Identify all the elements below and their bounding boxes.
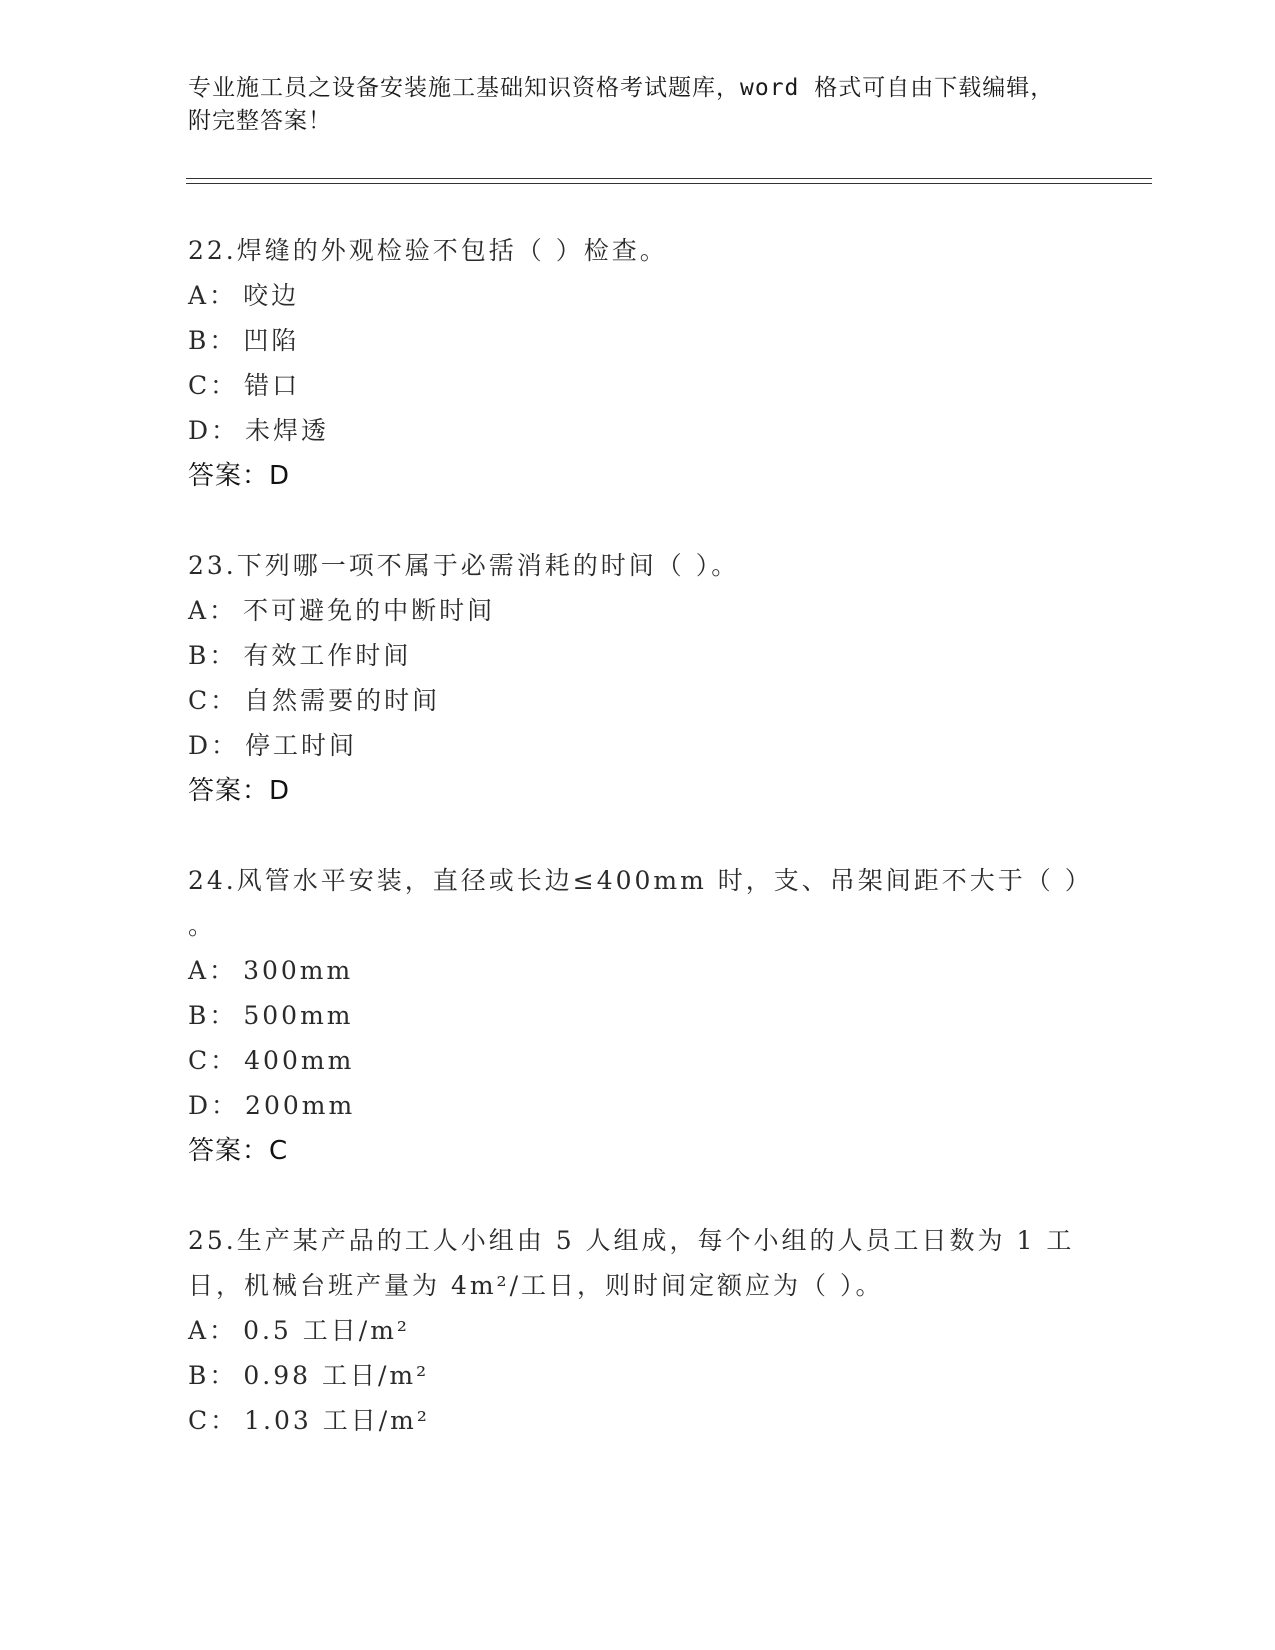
option-a: A： 不可避免的中断时间 [188,596,496,625]
option-c: C： 错口 [188,371,301,400]
option-d: D： 200mm [188,1091,356,1120]
question-22 [188,228,1088,499]
option-c: C： 1.03 工日/m² [188,1406,430,1435]
option-a: A： 0.5 工日/m² [188,1316,410,1345]
question-text: 25.生产某产品的工人小组由 5 人组成，每个小组的人员工日数为 1 工 [188,1226,1075,1255]
option-c: C： 自然需要的时间 [188,686,441,715]
question-23 [188,543,1088,814]
header-line-2: 附完整答案！ [188,108,332,134]
question-text: 22.焊缝的外观检验不包括（ ）检查。 [188,236,668,265]
option-d: D： 未焊透 [188,416,330,445]
answer: 答案：D [188,461,291,491]
question-text: 24.风管水平安装，直径或长边≤400mm 时，支、吊架间距不大于（ ） [188,866,1093,895]
answer: 答案：D [188,776,291,806]
header-divider-top [186,178,1152,179]
question-text-continued: 。 [188,911,217,940]
option-b: B： 有效工作时间 [188,641,412,670]
document-header [188,72,1078,138]
answer: 答案：C [188,1136,289,1166]
header-divider-bottom [186,183,1152,184]
option-a: A： 咬边 [188,281,300,310]
question-24 [188,858,1093,1174]
option-a: A： 300mm [188,956,354,985]
option-b: B： 0.98 工日/m² [188,1361,430,1390]
question-25 [188,1218,1088,1443]
header-line-1: 专业施工员之设备安装施工基础知识资格考试题库，word 格式可自由下载编辑， [188,75,1055,101]
option-b: B： 500mm [188,1001,354,1030]
question-text: 23.下列哪一项不属于必需消耗的时间（ ）。 [188,551,740,580]
option-d: D： 停工时间 [188,731,358,760]
option-c: C： 400mm [188,1046,355,1075]
option-b: B： 凹陷 [188,326,300,355]
question-text-continued: 日，机械台班产量为 4m²/工日，则时间定额应为（ ）。 [188,1271,884,1300]
